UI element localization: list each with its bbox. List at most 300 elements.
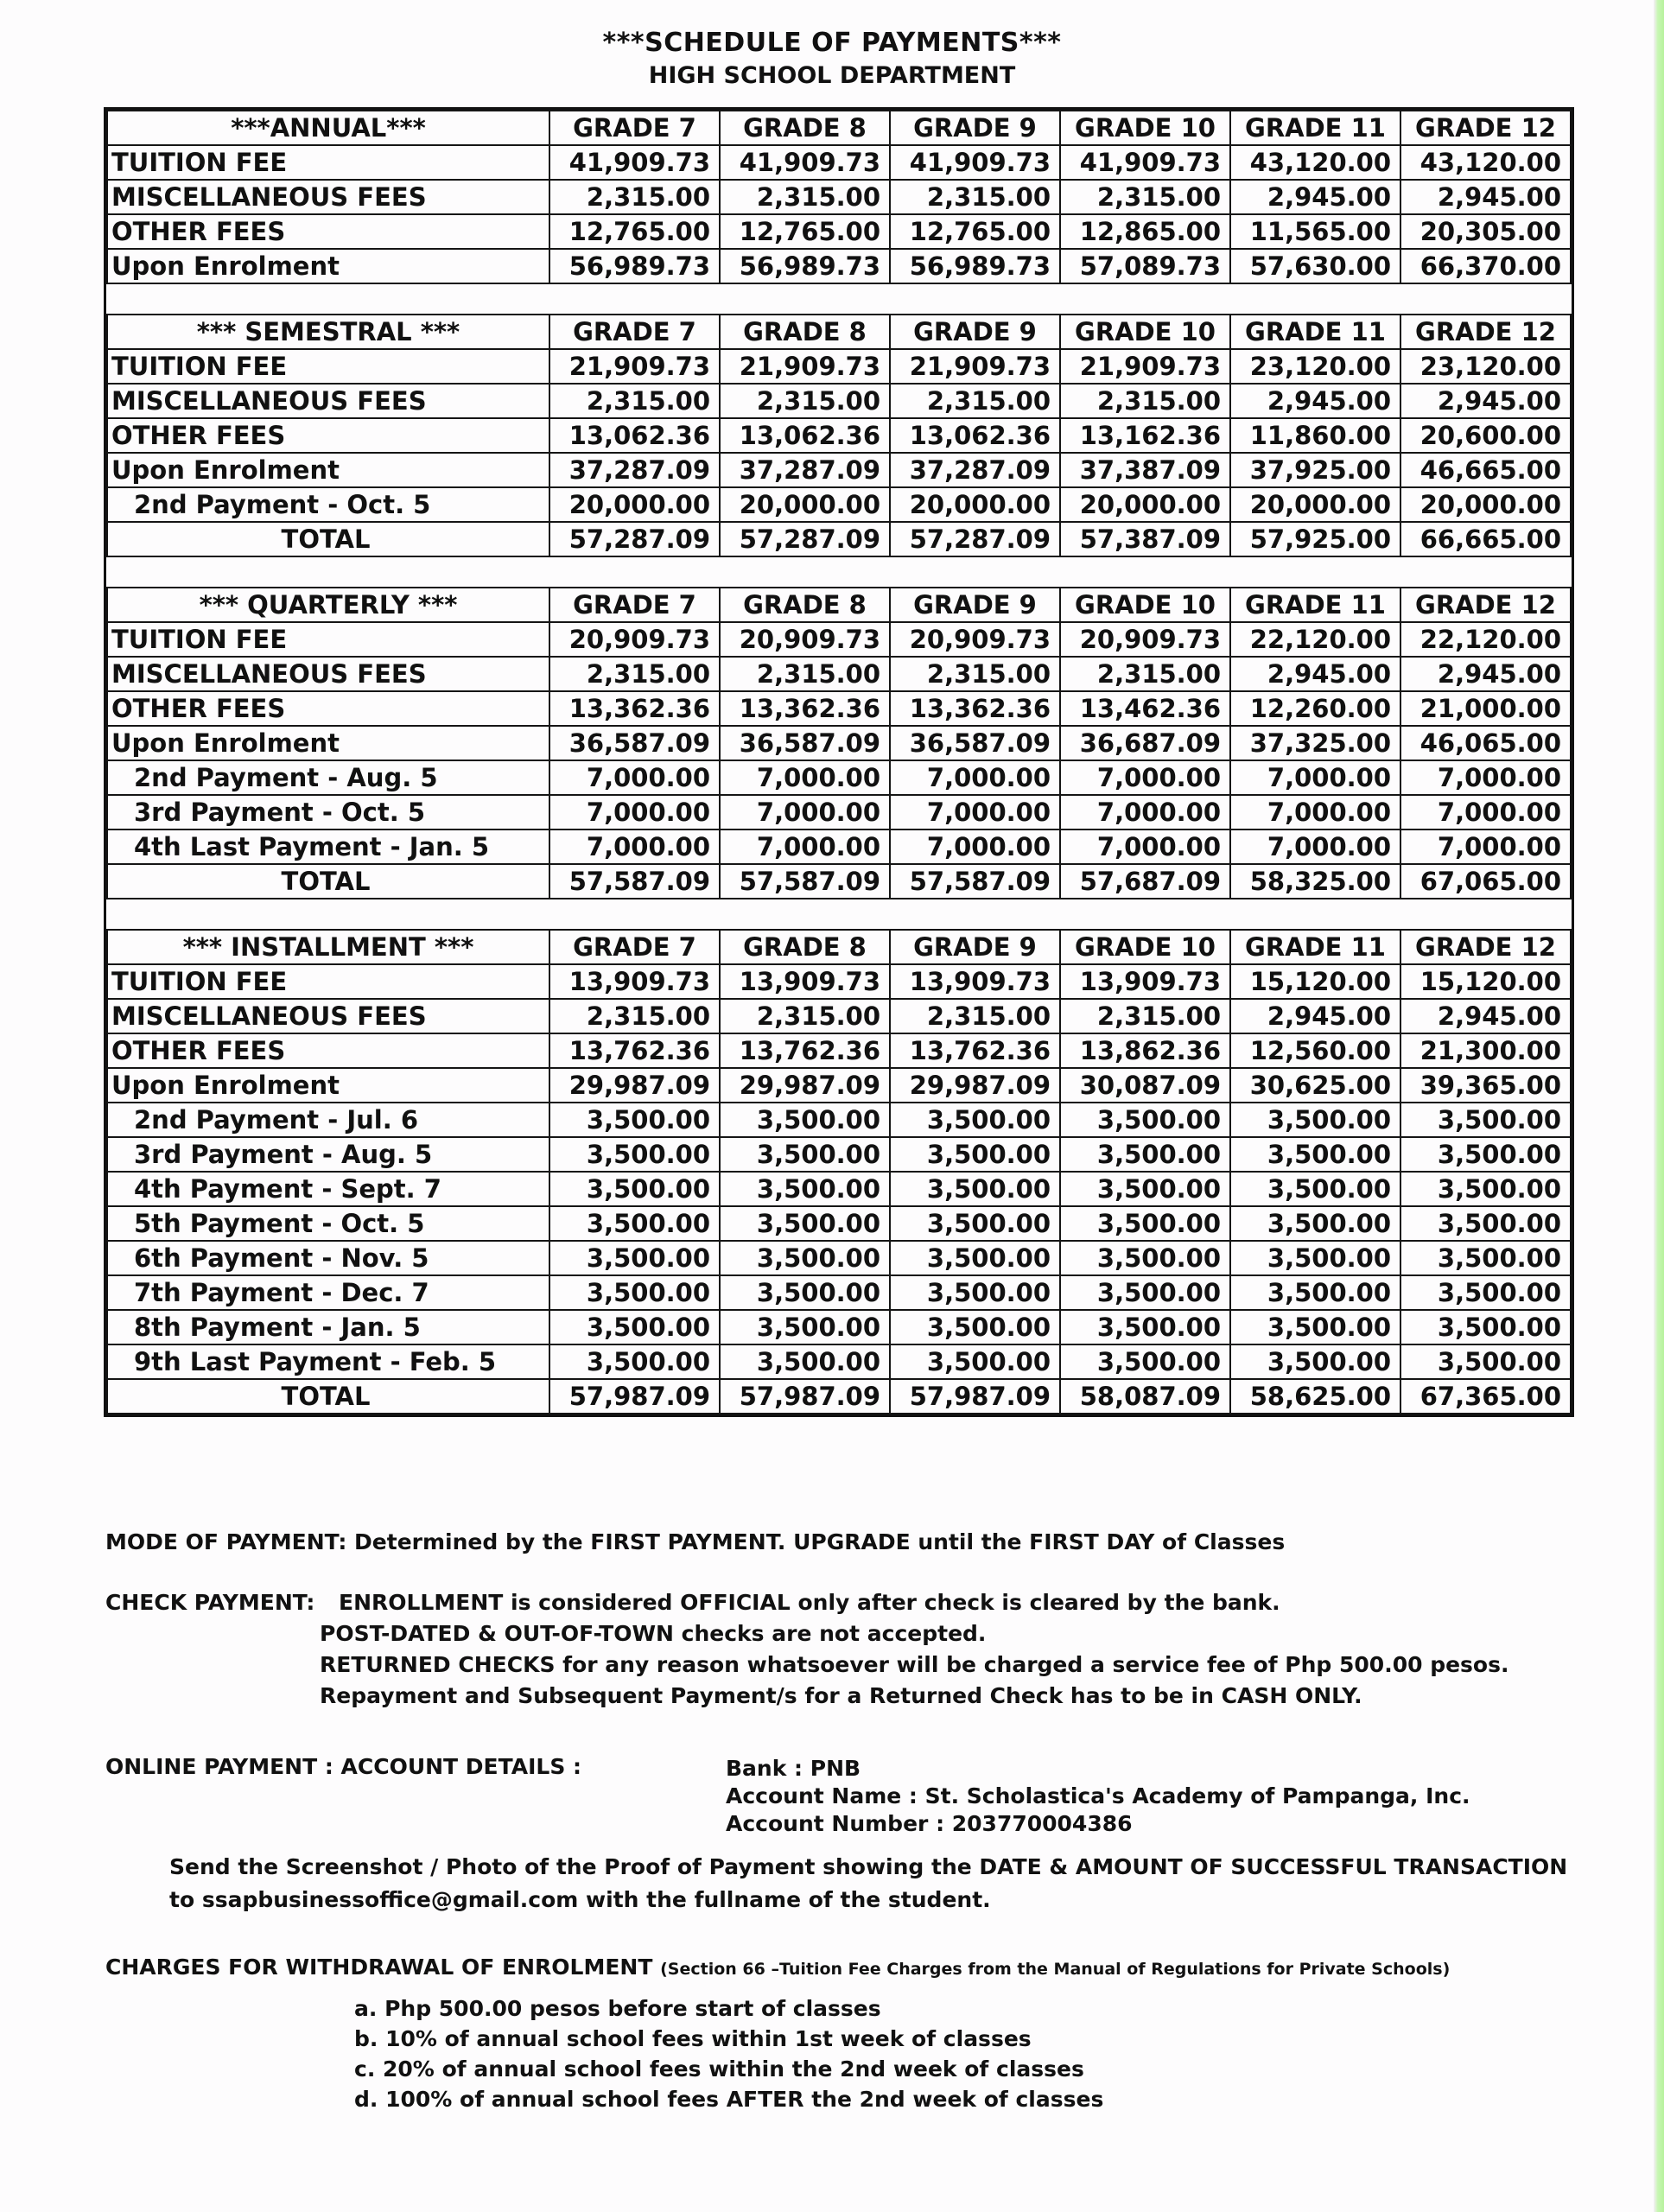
amount-cell: 20,600.00 — [1400, 418, 1571, 453]
amount-cell: 12,560.00 — [1230, 1033, 1400, 1068]
amount-cell: 13,462.36 — [1060, 691, 1230, 726]
section-header-quarterly — [107, 588, 1571, 622]
amount-cell: 21,909.73 — [1060, 349, 1230, 384]
section-title: *** SEMESTRAL *** — [107, 315, 549, 349]
row-label: 8th Payment - Jan. 5 — [107, 1310, 549, 1344]
grade-column-header: GRADE 8 — [720, 315, 890, 349]
row-label: MISCELLANEOUS FEES — [107, 180, 549, 214]
amount-cell: 13,762.36 — [549, 1033, 720, 1068]
amount-cell: 3,500.00 — [1400, 1275, 1571, 1310]
mode-of-payment-note: MODE OF PAYMENT: Determined by the FIRST PAYMENT. UPGRADE until the FIRST DAY of Classes — [105, 1529, 1286, 1554]
table-row — [107, 1172, 1571, 1206]
section-separator — [107, 556, 1571, 588]
amount-cell: 3,500.00 — [549, 1172, 720, 1206]
amount-cell: 11,860.00 — [1230, 418, 1400, 453]
table-row — [107, 760, 1571, 795]
amount-cell: 2,315.00 — [1060, 657, 1230, 691]
amount-cell: 66,665.00 — [1400, 522, 1571, 556]
amount-cell: 2,945.00 — [1230, 180, 1400, 214]
amount-cell: 11,565.00 — [1230, 214, 1400, 249]
table-row — [107, 522, 1571, 556]
amount-cell: 43,120.00 — [1230, 145, 1400, 180]
amount-cell: 3,500.00 — [720, 1137, 890, 1172]
row-label: 9th Last Payment - Feb. 5 — [107, 1344, 549, 1379]
grade-column-header: GRADE 10 — [1060, 588, 1230, 622]
grade-column-header: GRADE 7 — [549, 588, 720, 622]
amount-cell: 3,500.00 — [1230, 1310, 1400, 1344]
amount-cell: 2,315.00 — [890, 180, 1060, 214]
table-row — [107, 691, 1571, 726]
row-label: OTHER FEES — [107, 214, 549, 249]
amount-cell: 3,500.00 — [1060, 1103, 1230, 1137]
amount-cell: 13,909.73 — [720, 964, 890, 999]
table-row — [107, 622, 1571, 657]
amount-cell: 13,762.36 — [720, 1033, 890, 1068]
amount-cell: 3,500.00 — [1230, 1344, 1400, 1379]
amount-cell: 2,945.00 — [1230, 657, 1400, 691]
amount-cell: 41,909.73 — [890, 145, 1060, 180]
row-label: TUITION FEE — [107, 145, 549, 180]
amount-cell: 3,500.00 — [1060, 1241, 1230, 1275]
amount-cell: 15,120.00 — [1230, 964, 1400, 999]
table-row — [107, 487, 1571, 522]
withdrawal-item: c. 20% of annual school fees within the 2nd week of classes — [354, 2056, 1084, 2082]
amount-cell: 3,500.00 — [720, 1241, 890, 1275]
table-row — [107, 1241, 1571, 1275]
amount-cell: 7,000.00 — [1230, 795, 1400, 830]
row-label: TUITION FEE — [107, 349, 549, 384]
table-row — [107, 180, 1571, 214]
amount-cell: 58,087.09 — [1060, 1379, 1230, 1414]
amount-cell: 3,500.00 — [1060, 1344, 1230, 1379]
grade-column-header: GRADE 11 — [1230, 930, 1400, 964]
amount-cell: 3,500.00 — [890, 1241, 1060, 1275]
amount-cell: 3,500.00 — [1230, 1275, 1400, 1310]
amount-cell: 3,500.00 — [549, 1137, 720, 1172]
table-row — [107, 657, 1571, 691]
row-label: OTHER FEES — [107, 418, 549, 453]
row-label: TOTAL — [107, 864, 549, 899]
amount-cell: 3,500.00 — [1060, 1172, 1230, 1206]
row-label: MISCELLANEOUS FEES — [107, 999, 549, 1033]
section-title: *** QUARTERLY *** — [107, 588, 549, 622]
amount-cell: 23,120.00 — [1230, 349, 1400, 384]
amount-cell: 3,500.00 — [1060, 1275, 1230, 1310]
amount-cell: 7,000.00 — [1400, 795, 1571, 830]
amount-cell: 7,000.00 — [890, 760, 1060, 795]
proof-of-payment-instruction: Send the Screenshot / Photo of the Proof of Payment showing the DATE & AMOUNT OF SUCCESSFUL TRANSACTION — [169, 1854, 1568, 1879]
amount-cell: 37,287.09 — [549, 453, 720, 487]
amount-cell: 36,587.09 — [549, 726, 720, 760]
amount-cell: 3,500.00 — [1230, 1241, 1400, 1275]
check-payment-line: ENROLLMENT is considered OFFICIAL only after check is cleared by the bank. — [339, 1590, 1280, 1615]
amount-cell: 57,089.73 — [1060, 249, 1230, 283]
amount-cell: 3,500.00 — [890, 1137, 1060, 1172]
amount-cell: 56,989.73 — [890, 249, 1060, 283]
amount-cell: 12,765.00 — [890, 214, 1060, 249]
row-label: OTHER FEES — [107, 691, 549, 726]
grade-column-header: GRADE 10 — [1060, 111, 1230, 145]
grade-column-header: GRADE 8 — [720, 930, 890, 964]
table-row — [107, 1310, 1571, 1344]
table-row — [107, 418, 1571, 453]
row-label: 2nd Payment - Oct. 5 — [107, 487, 549, 522]
section-header-installment — [107, 930, 1571, 964]
amount-cell: 66,370.00 — [1400, 249, 1571, 283]
amount-cell: 3,500.00 — [1400, 1241, 1571, 1275]
amount-cell: 13,362.36 — [549, 691, 720, 726]
grade-column-header: GRADE 8 — [720, 111, 890, 145]
amount-cell: 3,500.00 — [720, 1172, 890, 1206]
amount-cell: 36,587.09 — [720, 726, 890, 760]
amount-cell: 57,587.09 — [890, 864, 1060, 899]
row-label: 7th Payment - Dec. 7 — [107, 1275, 549, 1310]
amount-cell: 3,500.00 — [720, 1103, 890, 1137]
table-row — [107, 726, 1571, 760]
amount-cell: 57,287.09 — [720, 522, 890, 556]
check-payment-line: Repayment and Subsequent Payment/s for a Returned Check has to be in CASH ONLY. — [320, 1683, 1362, 1708]
row-label: OTHER FEES — [107, 1033, 549, 1068]
row-label: TUITION FEE — [107, 964, 549, 999]
amount-cell: 3,500.00 — [1400, 1137, 1571, 1172]
grade-column-header: GRADE 8 — [720, 588, 890, 622]
amount-cell: 3,500.00 — [890, 1103, 1060, 1137]
amount-cell: 13,762.36 — [890, 1033, 1060, 1068]
grade-column-header: GRADE 11 — [1230, 588, 1400, 622]
check-payment-line: POST-DATED & OUT-OF-TOWN checks are not accepted. — [320, 1621, 987, 1646]
amount-cell: 7,000.00 — [1060, 760, 1230, 795]
grade-column-header: GRADE 12 — [1400, 588, 1571, 622]
amount-cell: 13,162.36 — [1060, 418, 1230, 453]
amount-cell: 2,945.00 — [1400, 657, 1571, 691]
amount-cell: 12,260.00 — [1230, 691, 1400, 726]
amount-cell: 7,000.00 — [1400, 830, 1571, 864]
section-header-semestral — [107, 315, 1571, 349]
amount-cell: 58,625.00 — [1230, 1379, 1400, 1414]
amount-cell: 7,000.00 — [1060, 830, 1230, 864]
amount-cell: 2,945.00 — [1400, 384, 1571, 418]
withdrawal-reference: (Section 66 –Tuition Fee Charges from the Manual of Regulations for Private Schools) — [660, 1960, 1451, 1979]
amount-cell: 57,587.09 — [549, 864, 720, 899]
amount-cell: 36,687.09 — [1060, 726, 1230, 760]
amount-cell: 13,062.36 — [549, 418, 720, 453]
account-name: Account Name : St. Scholastica's Academy of Pampanga, Inc. — [726, 1783, 1470, 1808]
table-row — [107, 453, 1571, 487]
amount-cell: 3,500.00 — [549, 1103, 720, 1137]
withdrawal-item: d. 100% of annual school fees AFTER the 2nd week of classes — [354, 2087, 1104, 2112]
withdrawal-title: CHARGES FOR WITHDRAWAL OF ENROLMENT — [105, 1955, 653, 1980]
amount-cell: 58,325.00 — [1230, 864, 1400, 899]
amount-cell: 21,909.73 — [549, 349, 720, 384]
amount-cell: 29,987.09 — [549, 1068, 720, 1103]
grade-column-header: GRADE 12 — [1400, 930, 1571, 964]
amount-cell: 12,765.00 — [549, 214, 720, 249]
amount-cell: 3,500.00 — [549, 1206, 720, 1241]
table-row — [107, 1103, 1571, 1137]
grade-column-header: GRADE 9 — [890, 930, 1060, 964]
amount-cell: 43,120.00 — [1400, 145, 1571, 180]
amount-cell: 46,665.00 — [1400, 453, 1571, 487]
table-row — [107, 1206, 1571, 1241]
amount-cell: 2,945.00 — [1230, 999, 1400, 1033]
amount-cell: 3,500.00 — [1400, 1172, 1571, 1206]
row-label: 4th Payment - Sept. 7 — [107, 1172, 549, 1206]
grade-column-header: GRADE 12 — [1400, 111, 1571, 145]
table-row — [107, 795, 1571, 830]
amount-cell: 20,000.00 — [549, 487, 720, 522]
amount-cell: 13,362.36 — [890, 691, 1060, 726]
online-payment-label: ONLINE PAYMENT : ACCOUNT DETAILS : — [105, 1754, 582, 1779]
amount-cell: 57,630.00 — [1230, 249, 1400, 283]
amount-cell: 13,909.73 — [890, 964, 1060, 999]
amount-cell: 3,500.00 — [549, 1344, 720, 1379]
amount-cell: 41,909.73 — [549, 145, 720, 180]
amount-cell: 20,000.00 — [720, 487, 890, 522]
amount-cell: 3,500.00 — [1230, 1206, 1400, 1241]
row-label: Upon Enrolment — [107, 453, 549, 487]
row-label: TUITION FEE — [107, 622, 549, 657]
amount-cell: 3,500.00 — [720, 1344, 890, 1379]
amount-cell: 57,925.00 — [1230, 522, 1400, 556]
amount-cell: 56,989.73 — [549, 249, 720, 283]
amount-cell: 29,987.09 — [720, 1068, 890, 1103]
amount-cell: 20,909.73 — [549, 622, 720, 657]
row-label: TOTAL — [107, 522, 549, 556]
grade-column-header: GRADE 7 — [549, 111, 720, 145]
amount-cell: 3,500.00 — [890, 1275, 1060, 1310]
row-label: TOTAL — [107, 1379, 549, 1414]
grade-column-header: GRADE 10 — [1060, 315, 1230, 349]
amount-cell: 23,120.00 — [1400, 349, 1571, 384]
amount-cell: 37,287.09 — [720, 453, 890, 487]
row-label: Upon Enrolment — [107, 726, 549, 760]
amount-cell: 46,065.00 — [1400, 726, 1571, 760]
section-title: ***ANNUAL*** — [107, 111, 549, 145]
amount-cell: 3,500.00 — [1400, 1310, 1571, 1344]
row-label: MISCELLANEOUS FEES — [107, 384, 549, 418]
email-instruction: to ssapbusinessoffice@gmail.com with the fullname of the student. — [169, 1887, 991, 1912]
amount-cell: 3,500.00 — [1060, 1137, 1230, 1172]
row-label: Upon Enrolment — [107, 1068, 549, 1103]
amount-cell: 57,587.09 — [720, 864, 890, 899]
table-row — [107, 214, 1571, 249]
amount-cell: 2,315.00 — [549, 384, 720, 418]
amount-cell: 39,365.00 — [1400, 1068, 1571, 1103]
grade-column-header: GRADE 9 — [890, 111, 1060, 145]
table-row — [107, 999, 1571, 1033]
amount-cell: 7,000.00 — [720, 830, 890, 864]
table-row — [107, 830, 1571, 864]
amount-cell: 20,000.00 — [1060, 487, 1230, 522]
grade-column-header: GRADE 12 — [1400, 315, 1571, 349]
amount-cell: 3,500.00 — [549, 1241, 720, 1275]
amount-cell: 21,909.73 — [890, 349, 1060, 384]
amount-cell: 37,325.00 — [1230, 726, 1400, 760]
table-row — [107, 1068, 1571, 1103]
document-subtitle: HIGH SCHOOL DEPARTMENT — [648, 62, 1016, 89]
amount-cell: 57,687.09 — [1060, 864, 1230, 899]
grade-column-header: GRADE 7 — [549, 930, 720, 964]
amount-cell: 7,000.00 — [720, 760, 890, 795]
row-label: 3rd Payment - Oct. 5 — [107, 795, 549, 830]
amount-cell: 37,287.09 — [890, 453, 1060, 487]
row-label: 2nd Payment - Aug. 5 — [107, 760, 549, 795]
amount-cell: 57,287.09 — [890, 522, 1060, 556]
amount-cell: 13,362.36 — [720, 691, 890, 726]
table-row — [107, 249, 1571, 283]
amount-cell: 3,500.00 — [549, 1275, 720, 1310]
row-label: Upon Enrolment — [107, 249, 549, 283]
amount-cell: 20,909.73 — [720, 622, 890, 657]
amount-cell: 2,945.00 — [1400, 999, 1571, 1033]
amount-cell: 20,000.00 — [890, 487, 1060, 522]
amount-cell: 3,500.00 — [1230, 1137, 1400, 1172]
amount-cell: 57,987.09 — [720, 1379, 890, 1414]
amount-cell: 7,000.00 — [1230, 830, 1400, 864]
amount-cell: 2,315.00 — [720, 180, 890, 214]
grade-column-header: GRADE 9 — [890, 588, 1060, 622]
amount-cell: 29,987.09 — [890, 1068, 1060, 1103]
amount-cell: 2,315.00 — [549, 999, 720, 1033]
amount-cell: 7,000.00 — [1230, 760, 1400, 795]
grade-column-header: GRADE 11 — [1230, 315, 1400, 349]
amount-cell: 36,587.09 — [890, 726, 1060, 760]
amount-cell: 3,500.00 — [720, 1275, 890, 1310]
amount-cell: 13,862.36 — [1060, 1033, 1230, 1068]
amount-cell: 7,000.00 — [890, 830, 1060, 864]
amount-cell: 3,500.00 — [890, 1172, 1060, 1206]
section-separator — [107, 283, 1571, 315]
amount-cell: 57,287.09 — [549, 522, 720, 556]
amount-cell: 30,087.09 — [1060, 1068, 1230, 1103]
grade-column-header: GRADE 7 — [549, 315, 720, 349]
check-payment-line: RETURNED CHECKS for any reason whatsoever will be charged a service fee of Php 500.00 pesos. — [320, 1652, 1509, 1677]
table-row — [107, 1379, 1571, 1414]
amount-cell: 37,925.00 — [1230, 453, 1400, 487]
amount-cell: 3,500.00 — [1400, 1344, 1571, 1379]
amount-cell: 2,945.00 — [1230, 384, 1400, 418]
table-row — [107, 145, 1571, 180]
payment-schedule-table — [104, 107, 1574, 1417]
table-row — [107, 1033, 1571, 1068]
amount-cell: 3,500.00 — [720, 1206, 890, 1241]
table-row — [107, 964, 1571, 999]
row-label: 5th Payment - Oct. 5 — [107, 1206, 549, 1241]
amount-cell: 2,315.00 — [1060, 384, 1230, 418]
row-label: MISCELLANEOUS FEES — [107, 657, 549, 691]
amount-cell: 37,387.09 — [1060, 453, 1230, 487]
amount-cell: 57,387.09 — [1060, 522, 1230, 556]
amount-cell: 3,500.00 — [1400, 1103, 1571, 1137]
amount-cell: 41,909.73 — [720, 145, 890, 180]
amount-cell: 2,315.00 — [720, 657, 890, 691]
amount-cell: 21,909.73 — [720, 349, 890, 384]
amount-cell: 15,120.00 — [1400, 964, 1571, 999]
amount-cell: 3,500.00 — [890, 1344, 1060, 1379]
table-row — [107, 864, 1571, 899]
amount-cell: 13,062.36 — [890, 418, 1060, 453]
amount-cell: 7,000.00 — [890, 795, 1060, 830]
amount-cell: 57,987.09 — [549, 1379, 720, 1414]
amount-cell: 2,315.00 — [1060, 180, 1230, 214]
amount-cell: 22,120.00 — [1230, 622, 1400, 657]
document-title: ***SCHEDULE OF PAYMENTS*** — [602, 28, 1062, 58]
account-number: Account Number : 203770004386 — [726, 1811, 1133, 1836]
row-label: 4th Last Payment - Jan. 5 — [107, 830, 549, 864]
amount-cell: 3,500.00 — [549, 1310, 720, 1344]
bank-name: Bank : PNB — [726, 1756, 861, 1781]
amount-cell: 3,500.00 — [1060, 1310, 1230, 1344]
amount-cell: 20,909.73 — [1060, 622, 1230, 657]
amount-cell: 13,909.73 — [1060, 964, 1230, 999]
amount-cell: 2,315.00 — [1060, 999, 1230, 1033]
amount-cell: 13,909.73 — [549, 964, 720, 999]
scan-edge — [1654, 0, 1664, 2212]
grade-column-header: GRADE 10 — [1060, 930, 1230, 964]
amount-cell: 2,315.00 — [549, 657, 720, 691]
amount-cell: 21,300.00 — [1400, 1033, 1571, 1068]
amount-cell: 41,909.73 — [1060, 145, 1230, 180]
table-row — [107, 384, 1571, 418]
amount-cell: 67,065.00 — [1400, 864, 1571, 899]
amount-cell: 21,000.00 — [1400, 691, 1571, 726]
grade-column-header: GRADE 9 — [890, 315, 1060, 349]
section-separator — [107, 899, 1571, 930]
amount-cell: 13,062.36 — [720, 418, 890, 453]
table-row — [107, 1344, 1571, 1379]
row-label: 3rd Payment - Aug. 5 — [107, 1137, 549, 1172]
amount-cell: 2,945.00 — [1400, 180, 1571, 214]
amount-cell: 3,500.00 — [720, 1310, 890, 1344]
amount-cell: 3,500.00 — [1400, 1206, 1571, 1241]
amount-cell: 2,315.00 — [890, 999, 1060, 1033]
amount-cell: 67,365.00 — [1400, 1379, 1571, 1414]
amount-cell: 7,000.00 — [549, 795, 720, 830]
withdrawal-item: b. 10% of annual school fees within 1st week of classes — [354, 2026, 1032, 2051]
row-label: 6th Payment - Nov. 5 — [107, 1241, 549, 1275]
amount-cell: 3,500.00 — [1230, 1103, 1400, 1137]
amount-cell: 56,989.73 — [720, 249, 890, 283]
amount-cell: 2,315.00 — [720, 384, 890, 418]
amount-cell: 20,000.00 — [1400, 487, 1571, 522]
amount-cell: 12,865.00 — [1060, 214, 1230, 249]
amount-cell: 7,000.00 — [549, 830, 720, 864]
amount-cell: 3,500.00 — [1060, 1206, 1230, 1241]
amount-cell: 2,315.00 — [720, 999, 890, 1033]
amount-cell: 30,625.00 — [1230, 1068, 1400, 1103]
table-row — [107, 1137, 1571, 1172]
amount-cell: 2,315.00 — [890, 657, 1060, 691]
amount-cell: 3,500.00 — [1230, 1172, 1400, 1206]
amount-cell: 7,000.00 — [549, 760, 720, 795]
amount-cell: 7,000.00 — [720, 795, 890, 830]
amount-cell: 22,120.00 — [1400, 622, 1571, 657]
amount-cell: 7,000.00 — [1060, 795, 1230, 830]
grade-column-header: GRADE 11 — [1230, 111, 1400, 145]
amount-cell: 57,987.09 — [890, 1379, 1060, 1414]
row-label: 2nd Payment - Jul. 6 — [107, 1103, 549, 1137]
amount-cell: 7,000.00 — [1400, 760, 1571, 795]
amount-cell: 2,315.00 — [549, 180, 720, 214]
amount-cell: 3,500.00 — [890, 1206, 1060, 1241]
section-header-annual — [107, 111, 1571, 145]
table-row — [107, 349, 1571, 384]
amount-cell: 20,000.00 — [1230, 487, 1400, 522]
table-row — [107, 1275, 1571, 1310]
withdrawal-item: a. Php 500.00 pesos before start of classes — [354, 1996, 881, 2021]
amount-cell: 20,909.73 — [890, 622, 1060, 657]
amount-cell: 2,315.00 — [890, 384, 1060, 418]
